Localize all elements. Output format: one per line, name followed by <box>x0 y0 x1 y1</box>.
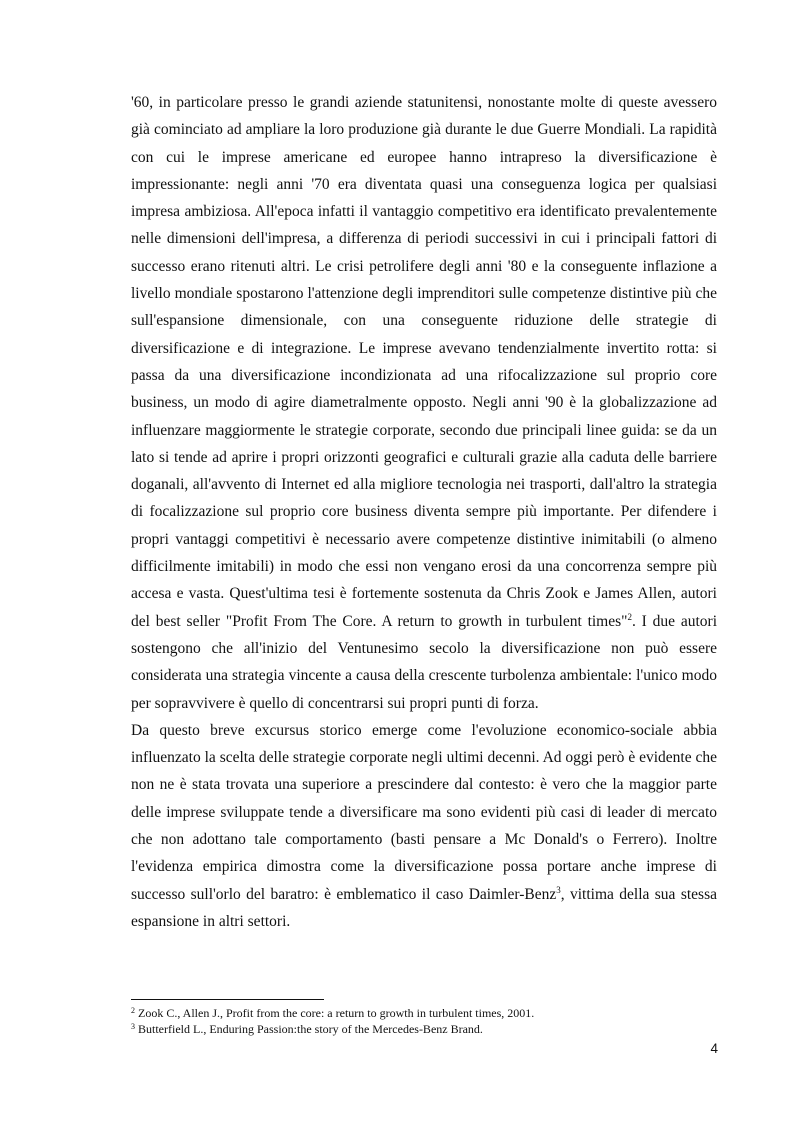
footnote-text: Butterfield L., Enduring Passion:the story of the Mercedes-Benz Brand. <box>138 1022 483 1036</box>
paragraph-text: , vittima della sua stessa espansione in altri settori. <box>131 885 717 930</box>
footnote-text: Zook C., Allen J., Profit from the core: a return to growth in turbulent times, 2001. <box>138 1006 535 1020</box>
footnote-reference: 3 <box>556 884 561 895</box>
body-text <box>131 89 717 935</box>
footnote <box>131 1021 717 1037</box>
paragraph-text: '60, in particolare presso le grandi aziende statunitensi, nonostante molte di queste avessero già cominciato ad ampliare la loro produzione già durante le due Guerre Mondiali. La rapidità con cui le imprese americane ed europee hanno intrapreso la diversificazione è impressionante: negli anni '70 era diventata quasi una conseguenza logica per qualsiasi impresa ambiziosa. All'epoca infatti il vantaggio competitivo era identificato prevalentemente nelle dimensioni dell'impresa, a differenza di periodi successivi in cui i principali fattori di successo erano ritenuti altri. Le crisi petrolifere degli anni '80 e la conseguente inflazione a livello mondiale spostarono l'attenzione degli imprenditori sulle competenze distintive più che sull'espansione dimensionale, con una conseguente riduzione delle strategie di diversificazione e di integrazione. Le imprese avevano tendenzialmente invertito rotta: si passa da una diversificazione incondizionata ad una rifocalizzazione sul proprio core business, un modo di agire diametralmente opposto. Negli anni '90 è la globalizzazione ad influenzare maggiormente le strategie corporate, secondo due principali linee guida: se da un lato si tende ad aprire i propri orizzonti geografici e culturali grazie alla caduta delle barriere doganali, all'avvento di Internet ed alla migliore tecnologia nei trasporti, dall'altro la strategia di focalizzazione sul proprio core business diventa sempre più importante. Per difendere i propri vantaggi competitivi è necessario avere competenze distintive inimitabili (o almeno difficilmente imitabili) in modo che essi non vengano erosi da una concorrenza sempre più accesa e vasta. Quest'ultima tesi è fortemente sostenuta da Chris Zook e James Allen, autori del best seller "Profit From The Core. A return to growth in turbulent times" <box>131 94 717 630</box>
footnote-mark: 2 <box>131 1006 135 1015</box>
footnote-mark: 3 <box>131 1022 135 1031</box>
page-number: 4 <box>710 1041 718 1056</box>
paragraph-text: Da questo breve excursus storico emerge come l'evoluzione economico-sociale abbia influenzato la scelta delle strategie corporate negli ultimi decenni. Ad oggi però è evidente che non ne è stata trovata una superiore a prescindere dal contesto: è vero che la maggior parte delle imprese sviluppate tende a diversificare ma sono evidenti più casi di leader di mercato che non adottano tale comportamento (basti pensare a Mc Donald's o Ferrero). Inoltre l'evidenza empirica dimostra come la diversificazione possa portare anche imprese di successo sull'orlo del baratro: è emblematico il caso Daimler-Benz <box>131 721 717 903</box>
footnote <box>131 1005 717 1021</box>
paragraph-text: . I due autori sostengono che all'inizio del Ventunesimo secolo la diversificazione non può essere considerata una strategia vincente a causa della crescente turbolenza ambientale: l'unico modo per sopravvivere è quello di concentrarsi sui propri punti di forza. <box>131 612 717 712</box>
paragraph <box>131 717 717 935</box>
paragraph <box>131 89 717 717</box>
footnote-separator <box>131 999 324 1000</box>
footnote-reference: 2 <box>627 611 632 622</box>
footnotes <box>131 1005 717 1037</box>
